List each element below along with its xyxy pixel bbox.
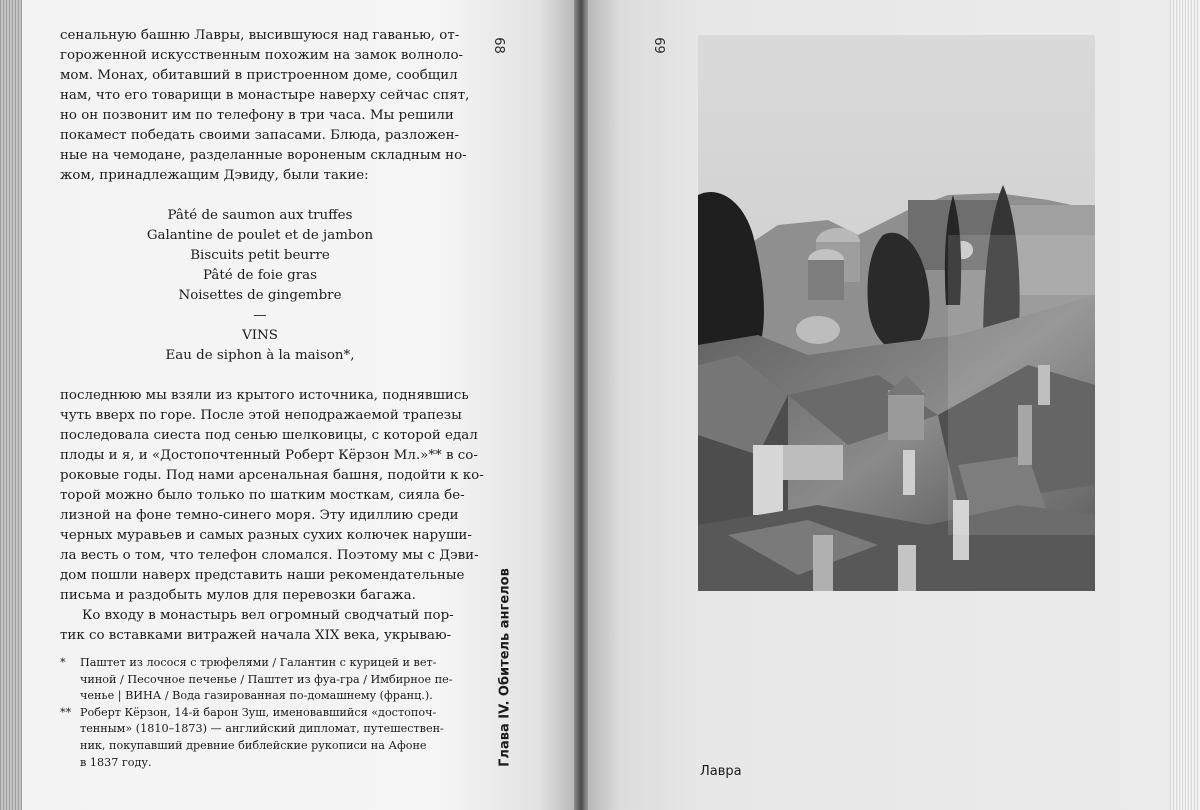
paragraph-last (60, 606, 480, 646)
footnotes (60, 655, 480, 771)
footnote-text: тенным» (1810–1873) — английский дипломат, путешествен- (80, 722, 444, 736)
text-line: Pâté de foie gras (202, 268, 318, 283)
footnote-line (60, 755, 480, 772)
running-head: Глава IV. Обитель ангелов (497, 568, 513, 767)
text-line: покамест победать своими запасами. Блюда, разложен- (60, 128, 460, 143)
footnote-text: в 1837 году. (80, 755, 152, 769)
footnote-line (60, 688, 480, 705)
text-line: но он позвонит им по телефону в три часа. Мы решили (60, 108, 454, 123)
text-line: торой можно было только по шатким мосткам, сияла бе- (60, 488, 465, 503)
page-edges-right (1170, 0, 1200, 810)
footnote-line (60, 738, 480, 755)
left-page-body (60, 26, 484, 646)
footnote-text: Паштет из лосося с трюфелями / Галантин с курицей и вет- (80, 656, 437, 669)
footnote-line (60, 705, 480, 722)
text-line: роковые годы. Под нами арсенальная башня, подойти к ко- (60, 468, 484, 483)
text-line: жом, принадлежащим Дэвиду, были такие: (60, 168, 369, 183)
text-line: письма и раздобыть мулов для перевозки багажа. (60, 588, 416, 603)
text-line: сенальную башню Лавры, высившуюся над гаванью, от- (60, 28, 460, 43)
footnote-line (60, 655, 480, 672)
text-line: дом пошли наверх представить наши рекомендательные (60, 568, 465, 583)
text-line: плоды и я, и «Достопочтенный Роберт Кёрзон Мл.»** в со- (60, 448, 478, 463)
text-line: VINS (242, 328, 278, 343)
text-line: Noisettes de gingembre (178, 288, 342, 303)
footnote-mark: * (60, 656, 66, 669)
text-line: Eau de siphon à la maison*, (165, 348, 355, 363)
book-gutter (574, 0, 588, 810)
page-number-left: 68 (490, 37, 506, 54)
paragraph-top (60, 26, 480, 186)
footnote-line (60, 672, 480, 689)
footnote-mark: ** (60, 705, 72, 719)
text-line: — (253, 308, 267, 323)
text-line: Ко входу в монастырь вел огромный сводчатый пор- (82, 608, 454, 623)
footnote-text: ченье | ВИНА / Вода газированная по-домашнему (франц.). (80, 689, 433, 703)
footnote-text: ник, покупавший древние библейские рукописи на Афоне (80, 738, 427, 752)
text-line: мом. Монах, обитавший в пристроенном доме, сообщил (60, 68, 458, 83)
menu-list (60, 206, 460, 366)
text-line: лизной на фоне темно-синего моря. Эту идиллию среди (60, 508, 459, 523)
text-line: Biscuits petit beurre (190, 248, 330, 263)
page-number-right: 69 (650, 37, 666, 54)
monastery-photo (698, 35, 1095, 591)
text-line: гороженной искусственным похожим на замок волноло- (60, 48, 464, 63)
text-line: Pâté de saumon aux truffes (167, 208, 353, 223)
text-line: нам, что его товарищи в монастыре наверху сейчас спят, (60, 88, 470, 103)
footnote-text: чиной / Песочное печенье / Паштет из фуа-гра / Имбирное пе- (80, 672, 453, 686)
text-line: Galantine de poulet et de jambon (146, 228, 374, 243)
text-line: чуть вверх по горе. После этой неподражаемой трапезы (60, 408, 462, 423)
text-line: ла весть о том, что телефон сломался. Поэтому мы с Дэви- (60, 548, 479, 563)
text-line: ные на чемодане, разделанные вороненым складным но- (60, 148, 467, 163)
text-line: черных муравьев и самых разных сухих колючек наруши- (60, 528, 472, 543)
text-line: последовала сиеста под сенью шелковицы, с которой едал (60, 428, 478, 443)
photo-caption: Лавра (700, 764, 742, 779)
text-line: последнюю мы взяли из крытого источника, поднявшись (60, 388, 469, 403)
footnote-text: Роберт Кёрзон, 14-й барон Зуш, именовавшийся «достопоч- (80, 705, 437, 719)
text-line: тик со вставками витражей начала XIX века, укрываю- (60, 628, 452, 643)
footnote-line (60, 721, 480, 738)
paragraph-middle (60, 386, 484, 606)
